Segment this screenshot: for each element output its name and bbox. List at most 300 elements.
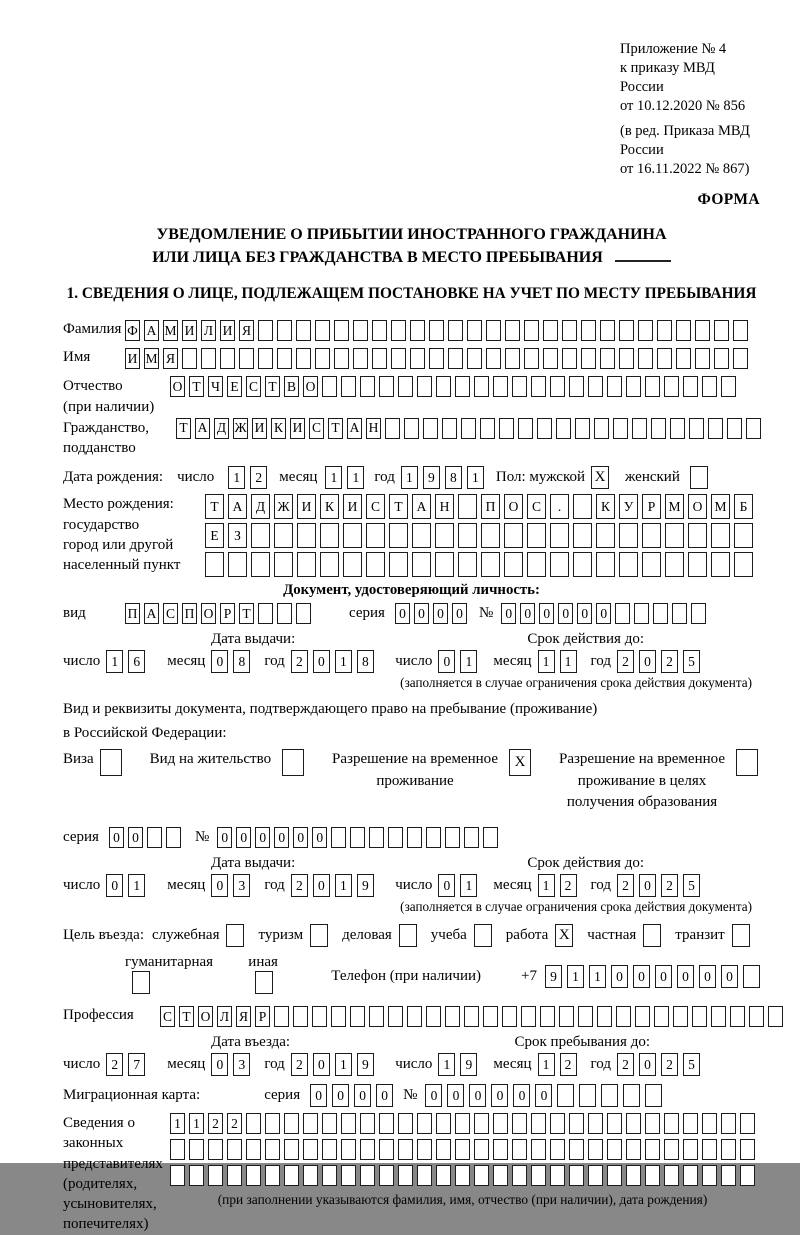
- char-cell[interactable]: А: [144, 320, 159, 341]
- entry-year-cells[interactable]: [291, 1053, 374, 1076]
- purpose-transit-checkbox[interactable]: [732, 924, 750, 947]
- char-cell[interactable]: [426, 827, 441, 848]
- char-cell[interactable]: [654, 1006, 669, 1027]
- char-cell[interactable]: М: [665, 494, 684, 519]
- char-cell[interactable]: [436, 1113, 451, 1134]
- char-cell[interactable]: О: [170, 376, 185, 397]
- char-cell[interactable]: С: [160, 1006, 175, 1027]
- char-cell[interactable]: 0: [211, 650, 228, 673]
- char-cell[interactable]: П: [481, 494, 500, 519]
- char-cell[interactable]: [486, 320, 501, 341]
- char-cell[interactable]: [721, 1165, 736, 1186]
- char-cell[interactable]: [417, 1113, 432, 1134]
- char-cell[interactable]: 2: [291, 874, 308, 897]
- char-cell[interactable]: [600, 320, 615, 341]
- purpose-official-checkbox[interactable]: [226, 924, 244, 947]
- char-cell[interactable]: Р: [642, 494, 661, 519]
- doc-expiry-year-cells[interactable]: [617, 650, 700, 673]
- char-cell[interactable]: [388, 1006, 403, 1027]
- purpose-business-checkbox[interactable]: [399, 924, 417, 947]
- char-cell[interactable]: 1: [460, 874, 477, 897]
- char-cell[interactable]: [372, 348, 387, 369]
- char-cell[interactable]: [442, 418, 457, 439]
- char-cell[interactable]: 1: [228, 466, 245, 489]
- char-cell[interactable]: [398, 1113, 413, 1134]
- char-cell[interactable]: 8: [445, 466, 462, 489]
- char-cell[interactable]: [391, 348, 406, 369]
- char-cell[interactable]: 9: [357, 874, 374, 897]
- char-cell[interactable]: [436, 376, 451, 397]
- char-cell[interactable]: [360, 1113, 375, 1134]
- char-cell[interactable]: 7: [128, 1053, 145, 1076]
- char-cell[interactable]: [683, 1139, 698, 1160]
- char-cell[interactable]: [619, 348, 634, 369]
- char-cell[interactable]: [189, 1165, 204, 1186]
- char-cell[interactable]: [588, 376, 603, 397]
- char-cell[interactable]: 0: [655, 965, 672, 988]
- char-cell[interactable]: [740, 1113, 755, 1134]
- char-cell[interactable]: [512, 1113, 527, 1134]
- char-cell[interactable]: [721, 376, 736, 397]
- char-cell[interactable]: [341, 1113, 356, 1134]
- char-cell[interactable]: [435, 523, 454, 548]
- char-cell[interactable]: И: [252, 418, 267, 439]
- char-cell[interactable]: 0: [376, 1084, 393, 1107]
- char-cell[interactable]: [638, 348, 653, 369]
- permit-expiry-year-cells[interactable]: [617, 874, 700, 897]
- char-cell[interactable]: [653, 603, 668, 624]
- char-cell[interactable]: [284, 1139, 299, 1160]
- char-cell[interactable]: [596, 552, 615, 577]
- char-cell[interactable]: [581, 348, 596, 369]
- char-cell[interactable]: [366, 552, 385, 577]
- char-cell[interactable]: [619, 552, 638, 577]
- char-cell[interactable]: [448, 348, 463, 369]
- char-cell[interactable]: [481, 552, 500, 577]
- char-cell[interactable]: О: [201, 603, 216, 624]
- char-cell[interactable]: И: [220, 320, 235, 341]
- char-cell[interactable]: 5: [683, 1053, 700, 1076]
- char-cell[interactable]: [615, 603, 630, 624]
- char-cell[interactable]: [569, 1113, 584, 1134]
- permit-number-cells[interactable]: [217, 827, 498, 848]
- char-cell[interactable]: [711, 1006, 726, 1027]
- migration-number-cells[interactable]: [425, 1084, 662, 1107]
- char-cell[interactable]: Ч: [208, 376, 223, 397]
- char-cell[interactable]: А: [347, 418, 362, 439]
- char-cell[interactable]: [651, 418, 666, 439]
- char-cell[interactable]: 0: [217, 827, 232, 848]
- char-cell[interactable]: [322, 1113, 337, 1134]
- char-cell[interactable]: 0: [293, 827, 308, 848]
- char-cell[interactable]: 0: [535, 1084, 552, 1107]
- char-cell[interactable]: [626, 376, 641, 397]
- char-cell[interactable]: [389, 523, 408, 548]
- char-cell[interactable]: [634, 603, 649, 624]
- char-cell[interactable]: [695, 320, 710, 341]
- char-cell[interactable]: 2: [617, 1053, 634, 1076]
- char-cell[interactable]: [417, 1165, 432, 1186]
- char-cell[interactable]: [499, 418, 514, 439]
- char-cell[interactable]: [246, 1165, 261, 1186]
- char-cell[interactable]: [527, 552, 546, 577]
- char-cell[interactable]: 2: [661, 650, 678, 673]
- char-cell[interactable]: 1: [567, 965, 584, 988]
- char-cell[interactable]: С: [246, 376, 261, 397]
- guardians-cells-row3[interactable]: [170, 1165, 755, 1186]
- doc-expiry-day-cells[interactable]: [438, 650, 477, 673]
- char-cell[interactable]: [458, 494, 477, 519]
- char-cell[interactable]: [670, 418, 685, 439]
- char-cell[interactable]: 0: [596, 603, 611, 624]
- char-cell[interactable]: С: [163, 603, 178, 624]
- permit-issue-day-cells[interactable]: [106, 874, 145, 897]
- char-cell[interactable]: И: [290, 418, 305, 439]
- permit-issue-month-cells[interactable]: [211, 874, 250, 897]
- char-cell[interactable]: [246, 1139, 261, 1160]
- char-cell[interactable]: 0: [109, 827, 124, 848]
- purpose-tourism-checkbox[interactable]: [310, 924, 328, 947]
- char-cell[interactable]: [350, 827, 365, 848]
- char-cell[interactable]: [407, 1006, 422, 1027]
- char-cell[interactable]: [632, 418, 647, 439]
- char-cell[interactable]: Е: [227, 376, 242, 397]
- char-cell[interactable]: Я: [239, 320, 254, 341]
- char-cell[interactable]: [412, 552, 431, 577]
- char-cell[interactable]: Т: [389, 494, 408, 519]
- char-cell[interactable]: [341, 376, 356, 397]
- profession-cells[interactable]: [160, 1006, 783, 1027]
- char-cell[interactable]: [588, 1165, 603, 1186]
- char-cell[interactable]: 0: [438, 874, 455, 897]
- patronymic-cells[interactable]: [170, 376, 736, 397]
- char-cell[interactable]: 1: [335, 1053, 352, 1076]
- char-cell[interactable]: 0: [611, 965, 628, 988]
- char-cell[interactable]: А: [144, 603, 159, 624]
- purpose-humanitarian-checkbox[interactable]: [132, 971, 150, 994]
- char-cell[interactable]: 0: [313, 1053, 330, 1076]
- char-cell[interactable]: [189, 1139, 204, 1160]
- char-cell[interactable]: [277, 348, 292, 369]
- char-cell[interactable]: [504, 523, 523, 548]
- char-cell[interactable]: [683, 376, 698, 397]
- purpose-work-checkbox[interactable]: X: [555, 924, 573, 947]
- char-cell[interactable]: [607, 376, 622, 397]
- char-cell[interactable]: [483, 827, 498, 848]
- char-cell[interactable]: [493, 1139, 508, 1160]
- char-cell[interactable]: [410, 348, 425, 369]
- char-cell[interactable]: 1: [538, 874, 555, 897]
- doc-series-cells[interactable]: [395, 603, 467, 624]
- char-cell[interactable]: 0: [313, 874, 330, 897]
- char-cell[interactable]: [619, 523, 638, 548]
- char-cell[interactable]: [251, 523, 270, 548]
- char-cell[interactable]: 0: [639, 874, 656, 897]
- permit-issue-year-cells[interactable]: [291, 874, 374, 897]
- char-cell[interactable]: [688, 552, 707, 577]
- char-cell[interactable]: 2: [291, 1053, 308, 1076]
- char-cell[interactable]: [331, 827, 346, 848]
- char-cell[interactable]: [353, 348, 368, 369]
- char-cell[interactable]: [569, 1139, 584, 1160]
- char-cell[interactable]: [734, 523, 753, 548]
- char-cell[interactable]: [531, 376, 546, 397]
- char-cell[interactable]: [341, 1139, 356, 1160]
- char-cell[interactable]: [579, 1084, 596, 1107]
- char-cell[interactable]: [524, 348, 539, 369]
- char-cell[interactable]: 0: [639, 650, 656, 673]
- surname-cells[interactable]: [125, 320, 748, 341]
- char-cell[interactable]: [417, 376, 432, 397]
- char-cell[interactable]: [350, 1006, 365, 1027]
- char-cell[interactable]: [575, 418, 590, 439]
- char-cell[interactable]: П: [182, 603, 197, 624]
- char-cell[interactable]: [467, 320, 482, 341]
- char-cell[interactable]: 0: [255, 827, 270, 848]
- char-cell[interactable]: [277, 603, 292, 624]
- char-cell[interactable]: [676, 320, 691, 341]
- char-cell[interactable]: 5: [683, 874, 700, 897]
- char-cell[interactable]: [360, 376, 375, 397]
- char-cell[interactable]: [296, 603, 311, 624]
- char-cell[interactable]: [596, 523, 615, 548]
- char-cell[interactable]: [550, 1113, 565, 1134]
- char-cell[interactable]: 0: [312, 827, 327, 848]
- char-cell[interactable]: [147, 827, 162, 848]
- doc-type-cells[interactable]: [125, 603, 311, 624]
- char-cell[interactable]: [239, 348, 254, 369]
- char-cell[interactable]: Л: [201, 320, 216, 341]
- char-cell[interactable]: [369, 827, 384, 848]
- char-cell[interactable]: 1: [170, 1113, 185, 1134]
- char-cell[interactable]: [540, 1006, 555, 1027]
- char-cell[interactable]: [672, 603, 687, 624]
- char-cell[interactable]: [435, 552, 454, 577]
- char-cell[interactable]: [265, 1113, 280, 1134]
- char-cell[interactable]: [341, 1165, 356, 1186]
- char-cell[interactable]: 2: [617, 650, 634, 673]
- char-cell[interactable]: 8: [357, 650, 374, 673]
- char-cell[interactable]: 0: [677, 965, 694, 988]
- char-cell[interactable]: [664, 1165, 679, 1186]
- char-cell[interactable]: [597, 1006, 612, 1027]
- char-cell[interactable]: П: [125, 603, 140, 624]
- char-cell[interactable]: 1: [189, 1113, 204, 1134]
- char-cell[interactable]: [284, 1165, 299, 1186]
- char-cell[interactable]: Д: [214, 418, 229, 439]
- char-cell[interactable]: [733, 348, 748, 369]
- char-cell[interactable]: 0: [395, 603, 410, 624]
- char-cell[interactable]: [398, 376, 413, 397]
- char-cell[interactable]: [550, 1165, 565, 1186]
- migration-series-cells[interactable]: [310, 1084, 393, 1107]
- temp-permit-checkbox[interactable]: X: [509, 749, 531, 776]
- char-cell[interactable]: 1: [538, 650, 555, 673]
- char-cell[interactable]: 1: [128, 874, 145, 897]
- char-cell[interactable]: И: [343, 494, 362, 519]
- char-cell[interactable]: [616, 1006, 631, 1027]
- residence-permit-checkbox[interactable]: [282, 749, 304, 776]
- char-cell[interactable]: О: [303, 376, 318, 397]
- char-cell[interactable]: [692, 1006, 707, 1027]
- char-cell[interactable]: О: [198, 1006, 213, 1027]
- char-cell[interactable]: [486, 348, 501, 369]
- char-cell[interactable]: Ф: [125, 320, 140, 341]
- char-cell[interactable]: М: [711, 494, 730, 519]
- char-cell[interactable]: [676, 348, 691, 369]
- char-cell[interactable]: [297, 552, 316, 577]
- char-cell[interactable]: [436, 1165, 451, 1186]
- char-cell[interactable]: [379, 1139, 394, 1160]
- char-cell[interactable]: [543, 348, 558, 369]
- char-cell[interactable]: Ж: [233, 418, 248, 439]
- char-cell[interactable]: [573, 523, 592, 548]
- char-cell[interactable]: [166, 827, 181, 848]
- birthplace-cells-row3[interactable]: [205, 552, 753, 577]
- char-cell[interactable]: [251, 552, 270, 577]
- char-cell[interactable]: [557, 1084, 574, 1107]
- char-cell[interactable]: 1: [335, 650, 352, 673]
- char-cell[interactable]: С: [366, 494, 385, 519]
- char-cell[interactable]: 0: [513, 1084, 530, 1107]
- char-cell[interactable]: [265, 1139, 280, 1160]
- char-cell[interactable]: [702, 1113, 717, 1134]
- char-cell[interactable]: [274, 523, 293, 548]
- char-cell[interactable]: [398, 1139, 413, 1160]
- char-cell[interactable]: [665, 552, 684, 577]
- char-cell[interactable]: 0: [313, 650, 330, 673]
- char-cell[interactable]: [303, 1139, 318, 1160]
- char-cell[interactable]: А: [228, 494, 247, 519]
- char-cell[interactable]: [512, 1139, 527, 1160]
- char-cell[interactable]: 0: [721, 965, 738, 988]
- char-cell[interactable]: [334, 320, 349, 341]
- char-cell[interactable]: [626, 1139, 641, 1160]
- char-cell[interactable]: Д: [251, 494, 270, 519]
- char-cell[interactable]: [481, 523, 500, 548]
- char-cell[interactable]: 0: [520, 603, 535, 624]
- char-cell[interactable]: [645, 1165, 660, 1186]
- char-cell[interactable]: [581, 320, 596, 341]
- char-cell[interactable]: .: [550, 494, 569, 519]
- char-cell[interactable]: [417, 1139, 432, 1160]
- char-cell[interactable]: [642, 523, 661, 548]
- char-cell[interactable]: [315, 320, 330, 341]
- char-cell[interactable]: [474, 376, 489, 397]
- char-cell[interactable]: 0: [211, 874, 228, 897]
- char-cell[interactable]: [578, 1006, 593, 1027]
- char-cell[interactable]: 0: [539, 603, 554, 624]
- char-cell[interactable]: М: [163, 320, 178, 341]
- char-cell[interactable]: [265, 1165, 280, 1186]
- char-cell[interactable]: [388, 827, 403, 848]
- char-cell[interactable]: [601, 1084, 618, 1107]
- char-cell[interactable]: [429, 320, 444, 341]
- char-cell[interactable]: 9: [460, 1053, 477, 1076]
- char-cell[interactable]: [182, 348, 197, 369]
- char-cell[interactable]: К: [271, 418, 286, 439]
- birth-month-cells[interactable]: [325, 466, 364, 489]
- char-cell[interactable]: 0: [639, 1053, 656, 1076]
- char-cell[interactable]: [505, 348, 520, 369]
- char-cell[interactable]: [505, 320, 520, 341]
- char-cell[interactable]: 0: [577, 603, 592, 624]
- entry-month-cells[interactable]: [211, 1053, 250, 1076]
- char-cell[interactable]: [228, 552, 247, 577]
- char-cell[interactable]: [296, 348, 311, 369]
- char-cell[interactable]: [573, 552, 592, 577]
- char-cell[interactable]: [467, 348, 482, 369]
- char-cell[interactable]: [322, 1139, 337, 1160]
- char-cell[interactable]: [258, 320, 273, 341]
- char-cell[interactable]: [320, 523, 339, 548]
- char-cell[interactable]: 3: [233, 1053, 250, 1076]
- char-cell[interactable]: [664, 1113, 679, 1134]
- doc-number-cells[interactable]: [501, 603, 706, 624]
- birth-year-cells[interactable]: [401, 466, 484, 489]
- char-cell[interactable]: [645, 1084, 662, 1107]
- char-cell[interactable]: [274, 1006, 289, 1027]
- char-cell[interactable]: [730, 1006, 745, 1027]
- char-cell[interactable]: 2: [560, 874, 577, 897]
- char-cell[interactable]: 9: [423, 466, 440, 489]
- char-cell[interactable]: [645, 1113, 660, 1134]
- char-cell[interactable]: Т: [179, 1006, 194, 1027]
- char-cell[interactable]: [426, 1006, 441, 1027]
- char-cell[interactable]: [550, 523, 569, 548]
- char-cell[interactable]: [588, 1139, 603, 1160]
- char-cell[interactable]: [714, 320, 729, 341]
- char-cell[interactable]: [379, 376, 394, 397]
- char-cell[interactable]: [455, 1139, 470, 1160]
- char-cell[interactable]: [483, 1006, 498, 1027]
- char-cell[interactable]: 0: [438, 650, 455, 673]
- char-cell[interactable]: [531, 1165, 546, 1186]
- char-cell[interactable]: [297, 523, 316, 548]
- char-cell[interactable]: [369, 1006, 384, 1027]
- char-cell[interactable]: [312, 1006, 327, 1027]
- char-cell[interactable]: [607, 1113, 622, 1134]
- char-cell[interactable]: [404, 418, 419, 439]
- char-cell[interactable]: [458, 552, 477, 577]
- char-cell[interactable]: [502, 1006, 517, 1027]
- char-cell[interactable]: С: [309, 418, 324, 439]
- char-cell[interactable]: [569, 376, 584, 397]
- char-cell[interactable]: 2: [227, 1113, 242, 1134]
- char-cell[interactable]: 1: [460, 650, 477, 673]
- char-cell[interactable]: [170, 1139, 185, 1160]
- char-cell[interactable]: [512, 1165, 527, 1186]
- purpose-other-checkbox[interactable]: [255, 971, 273, 994]
- char-cell[interactable]: К: [320, 494, 339, 519]
- char-cell[interactable]: [455, 1165, 470, 1186]
- char-cell[interactable]: 5: [683, 650, 700, 673]
- char-cell[interactable]: [689, 418, 704, 439]
- char-cell[interactable]: [303, 1165, 318, 1186]
- char-cell[interactable]: [645, 1139, 660, 1160]
- char-cell[interactable]: Т: [176, 418, 191, 439]
- char-cell[interactable]: [455, 1113, 470, 1134]
- entry-day-cells[interactable]: [106, 1053, 145, 1076]
- char-cell[interactable]: [205, 552, 224, 577]
- char-cell[interactable]: 2: [617, 874, 634, 897]
- char-cell[interactable]: 0: [558, 603, 573, 624]
- char-cell[interactable]: [664, 376, 679, 397]
- char-cell[interactable]: [550, 376, 565, 397]
- char-cell[interactable]: У: [619, 494, 638, 519]
- char-cell[interactable]: [638, 320, 653, 341]
- char-cell[interactable]: [702, 1165, 717, 1186]
